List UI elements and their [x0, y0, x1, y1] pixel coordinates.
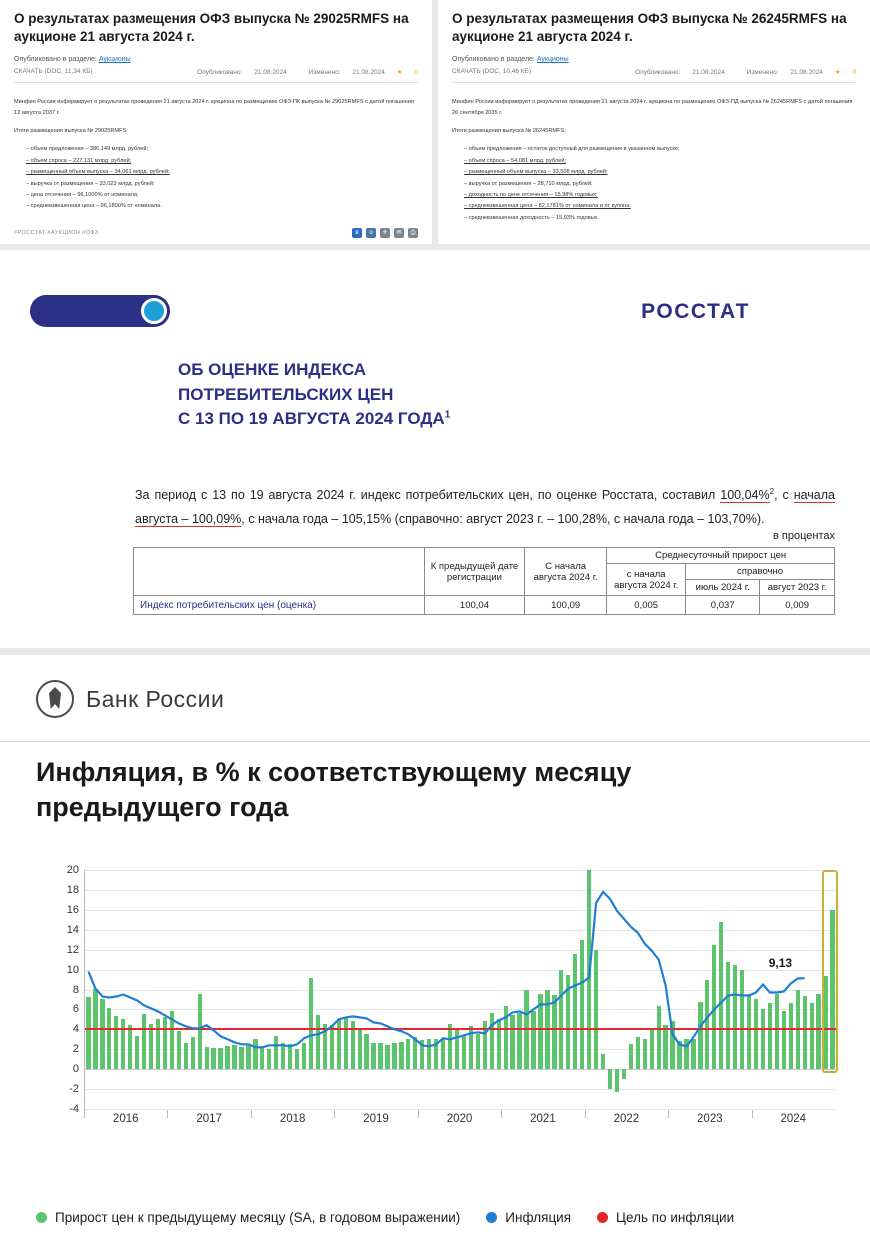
cbr-block: [0, 655, 870, 1248]
x-axis-tick-mark: [585, 1110, 586, 1118]
header-august-2023: август 2023 г.: [760, 580, 835, 596]
list-item: – размещенный объем выпуска – 33,508 млрд. рублей;: [464, 169, 608, 176]
legend-swatch: [36, 1212, 47, 1223]
legend-label: Цель по инфляции: [616, 1210, 735, 1225]
cbr-logo: [36, 680, 224, 718]
x-axis-tick-mark: [334, 1110, 335, 1118]
y-axis-tick-label: 16: [66, 903, 79, 916]
minfin-intro: Минфин России информирует о результатах проведения 21 августа 2024 г. аукциона по размещению ОФЗ-ПД выпуска № 26245RMFS с датой погашения 26 сентября 2035 г.: [452, 99, 853, 116]
rosstat-cpi-week: 100,04%: [720, 488, 770, 503]
list-item: – объем спроса – 54,081 млрд. рублей;: [464, 157, 567, 164]
y-axis-tick-label: 2: [72, 1043, 79, 1056]
minfin-published: Опубликовано: 21.08.2024: [635, 69, 725, 77]
x-axis-tick-mark: [167, 1110, 168, 1118]
header-prev-date: К предыдущей дате регистрации: [424, 548, 524, 596]
rosstat-units: в процентах: [773, 530, 835, 542]
x-axis-tick-mark: [84, 1110, 85, 1118]
legend-item-sa-growth: [36, 1210, 460, 1225]
rosstat-paragraph-a: За период с 13 по 19 августа 2024 г. индекс потребительских цен, по оценке Росстата, составил: [135, 488, 721, 503]
minfin-section: [14, 56, 418, 63]
minfin-card-29025: [0, 0, 432, 244]
minfin-body: [452, 97, 856, 222]
minfin-title: О результатах размещения ОФЗ выпуска № 29025RMFS на аукционе 21 августа 2024 г.: [14, 11, 409, 45]
x-axis-tick-mark: [668, 1110, 669, 1118]
x-axis-tick-label: 2020: [446, 1113, 473, 1125]
legend-swatch: [486, 1212, 497, 1223]
cell-daily-august: 0,005: [607, 596, 686, 615]
share-vk-icon[interactable]: в: [352, 228, 362, 238]
list-item: – цена отсечения – 96,1000% от номинала;: [26, 191, 139, 198]
list-item: – средневзвешенная цена – 96,1800% от номинала.: [26, 203, 162, 210]
toggle-knob[interactable]: [141, 298, 167, 324]
y-axis-tick-label: 4: [72, 1023, 79, 1036]
table-row: [134, 596, 835, 615]
cell-cpi-since-august: 100,09: [524, 596, 606, 615]
x-axis-tick-label: 2021: [530, 1113, 556, 1125]
share-mail-icon[interactable]: ✉: [394, 228, 404, 238]
table-header-row: [134, 548, 835, 564]
legend-label: Инфляция: [505, 1210, 572, 1225]
share-buttons[interactable]: [352, 228, 418, 238]
y-axis-tick-label: -4: [69, 1103, 79, 1115]
share-telegram-icon[interactable]: ✈: [380, 228, 390, 238]
share-print-icon[interactable]: ⎙: [408, 228, 418, 238]
y-axis-tick-label: 6: [72, 1003, 79, 1016]
legend-label: Прирост цен к предыдущему месяцу (SA, в годовом выражении): [55, 1210, 461, 1225]
rating-star-icon[interactable]: ★ 0: [834, 69, 856, 77]
y-axis-tick-label: 0: [72, 1063, 79, 1076]
legend-item-inflation: [486, 1210, 571, 1225]
minfin-title: О результатах размещения ОФЗ выпуска № 26245RMFS на аукционе 21 августа 2024 г.: [452, 11, 847, 45]
inflation-line-series: [85, 870, 836, 1109]
chart-title: Инфляция, в % к соответствующему месяцу предыдущего года: [36, 757, 632, 822]
x-axis-tick-label: 2017: [196, 1113, 222, 1125]
list-item: – средневзвешенная доходность – 15,93% годовых.: [464, 214, 600, 221]
cbr-emblem-icon: [36, 680, 74, 718]
legend-swatch: [597, 1212, 608, 1223]
minfin-changed: Изменено: 21.08.2024: [746, 69, 823, 77]
minfin-section-prefix: Опубликовано в разделе:: [452, 56, 535, 64]
x-axis-tick-label: 2018: [279, 1113, 306, 1125]
rosstat-paragraph-e: , с начала года – 105,15% (справочно: август 2023 г. – 100,28%, с начала года – 103,70%).: [241, 511, 765, 526]
header-reference: справочно: [686, 564, 835, 580]
y-axis-tick-label: 14: [66, 923, 79, 936]
inflation-chart: [36, 864, 836, 1140]
minfin-section: [452, 56, 856, 63]
header-divider: [0, 741, 870, 742]
minfin-download-link[interactable]: СКАЧАТЬ (DOC, 10,46 КБ): [452, 68, 532, 76]
minfin-list-title: Итоги размещения выпуска № 26245RMFS:: [452, 128, 566, 135]
minfin-section-link[interactable]: Аукционы: [536, 56, 569, 64]
y-axis-tick-label: 20: [66, 864, 79, 876]
rosstat-heading: [178, 358, 450, 432]
minfin-section-link[interactable]: Аукционы: [98, 56, 131, 64]
y-axis-tick-label: 10: [66, 963, 79, 976]
chart-data-label: 9,13: [768, 956, 793, 971]
list-item: – объем предложения – 386,149 млрд. рублей;: [26, 146, 149, 153]
rosstat-block: [0, 250, 870, 648]
cbr-brand-label: Банк России: [86, 685, 225, 712]
minfin-list-title: Итоги размещения выпуска № 29025RMFS:: [14, 128, 128, 135]
cell-daily-july-2024: 0,037: [686, 596, 760, 615]
x-axis-tick-label: 2019: [363, 1113, 389, 1125]
minfin-download-link[interactable]: СКАЧАТЬ (DOC, 11,34 КБ): [14, 68, 93, 76]
x-axis-tick-mark: [418, 1110, 419, 1118]
x-axis-tick-label: 2023: [697, 1113, 723, 1125]
minfin-meta: [452, 68, 856, 83]
header-group-daily: Среднесуточный прирост цен: [607, 548, 835, 564]
minfin-intro: Минфин России информирует о результатах проведения 21 августа 2024 г. аукциона по размещению ОФЗ-ПК выпуска № 29025RMFS с датой погашения 12 августа 2037 г.: [14, 99, 414, 116]
rosstat-heading-line3: С 13 ПО 19 АВГУСТА 2024 ГОДА: [178, 409, 445, 429]
rosstat-paragraph-c: , с: [774, 488, 794, 503]
chart-highlight-box: [822, 870, 838, 1073]
minfin-results-list: [14, 144, 418, 211]
x-axis-tick-label: 2022: [613, 1113, 640, 1125]
chart-x-axis: [84, 1113, 836, 1139]
list-item: – выручка от размещения – 33,023 млрд. рублей;: [26, 180, 155, 187]
chart-legend: [36, 1210, 734, 1225]
grid-line: [85, 1109, 836, 1110]
minfin-body: [14, 97, 418, 211]
minfin-card-26245: [438, 0, 870, 244]
rosstat-toggle[interactable]: [30, 295, 170, 327]
x-axis-tick-mark: [501, 1110, 502, 1118]
rating-star-icon[interactable]: ★ 0: [396, 69, 418, 77]
minfin-section-prefix: Опубликовано в разделе:: [14, 56, 97, 64]
list-item: – доходность по цене отсечения – 15,98% годовых;: [464, 191, 598, 198]
x-axis-tick-label: 2016: [112, 1113, 139, 1125]
list-item: – размещенный объем выпуска – 34,061 млрд. рублей;: [26, 169, 170, 176]
list-item: – объем спроса – 227,131 млрд. рублей;: [26, 157, 132, 164]
minfin-results-list: [452, 144, 856, 222]
x-axis-tick-mark: [251, 1110, 252, 1118]
list-item: – средневзвешенная цена – 82,1781% от номинала и от купона;: [464, 203, 631, 210]
list-item: – выручка от размещения – 28,710 млрд. рублей;: [464, 180, 593, 187]
y-axis-tick-label: 12: [66, 943, 79, 956]
share-ok-icon[interactable]: o: [366, 228, 376, 238]
header-july-2024: июль 2024 г.: [686, 580, 760, 596]
minfin-published: Опубликовано: 21.08.2024: [197, 69, 287, 77]
x-axis-tick-mark: [752, 1110, 753, 1118]
rosstat-heading-footnote: 1: [444, 409, 451, 421]
rosstat-heading-line2: ПОТРЕБИТЕЛЬСКИХ ЦЕН: [178, 384, 394, 404]
minfin-cards-row: [0, 0, 870, 244]
header-daily-since-august: с начала августа 2024 г.: [607, 564, 686, 596]
y-axis-tick-label: 18: [66, 883, 79, 896]
x-axis-tick-label: 2024: [780, 1113, 807, 1125]
rosstat-heading-line1: ОБ ОЦЕНКЕ ИНДЕКСА: [178, 360, 367, 379]
chart-plot-area: [66, 864, 836, 1115]
row-label-cpi: Индекс потребительских цен (оценка): [134, 596, 425, 615]
y-axis-tick-label: 8: [72, 983, 79, 996]
cell-cpi-prev-date: 100,04: [424, 596, 524, 615]
rosstat-table: [133, 547, 835, 615]
rosstat-logo: РОССТАТ: [641, 300, 750, 323]
cell-daily-august-2023: 0,009: [760, 596, 835, 615]
rosstat-paragraph-footnote: 2: [769, 487, 775, 496]
rosstat-paragraph: [135, 484, 835, 532]
legend-item-target: [597, 1210, 734, 1225]
header-since-august: С начала августа 2024 г.: [524, 548, 606, 596]
list-item: – объем предложения – остаток доступный для размещения в указанном выпуске;: [464, 146, 680, 153]
y-axis-tick-label: -2: [69, 1083, 79, 1096]
rosstat-cpi-month: начала августа – 100,09%: [135, 488, 835, 526]
minfin-tags[interactable]: #РОССТАТ #АУКЦИОН #ОФЗ: [14, 230, 99, 236]
minfin-changed: Изменено: 21.08.2024: [308, 69, 385, 77]
minfin-meta: [14, 68, 418, 83]
